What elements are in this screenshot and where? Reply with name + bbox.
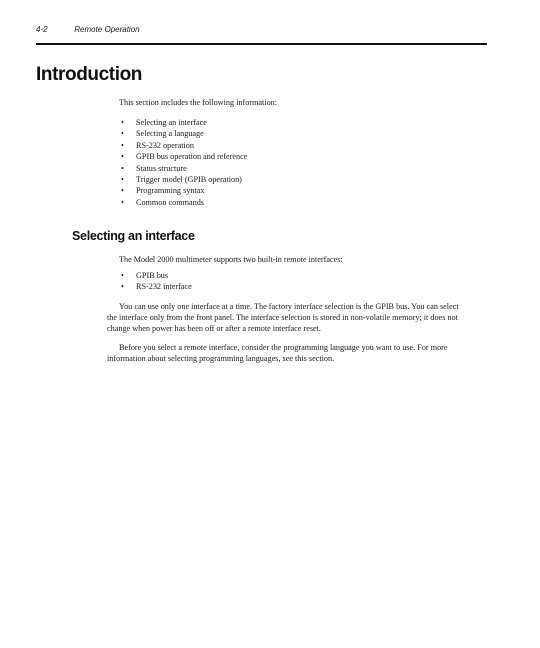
selecting-interface-lead-text: The Model 2000 multimeter supports two built-in remote interfaces:	[119, 255, 343, 264]
interface-list	[119, 270, 192, 293]
list-item: • RS-232 operation	[119, 140, 247, 151]
page-number: 4-2	[36, 25, 48, 34]
introduction-heading: Introduction	[36, 64, 143, 85]
programming-language-paragraph: Before you select a remote interface, consider the programming language you want to use. For more information about selecting programming languages, see this section.	[107, 343, 448, 363]
selecting-interface-heading: Selecting an interface	[72, 229, 195, 243]
list-item: • GPIB bus	[119, 270, 192, 281]
list-item: • Common commands	[119, 197, 247, 208]
list-item: • RS-232 interface	[119, 281, 192, 292]
introduction-topic-list	[119, 117, 247, 208]
interface-selection-paragraph: You can use only one interface at a time. The factory interface selection is the GPIB bus. You can select the interface only from the front panel. The interface selection is stored in non-volatile memory; it does not change when power has been off or after a remote interface reset.	[107, 302, 459, 333]
header-rule	[36, 43, 487, 45]
list-item: • Programming syntax	[119, 185, 247, 196]
introduction-lead-text: This section includes the following information:	[119, 98, 278, 107]
list-item: • Status structure	[119, 163, 247, 174]
page-header	[36, 25, 486, 34]
list-item: • GPIB bus operation and reference	[119, 151, 247, 162]
list-item: • Selecting an interface	[119, 117, 247, 128]
list-item: • Trigger model (GPIB operation)	[119, 174, 247, 185]
running-section-title: Remote Operation	[74, 25, 140, 34]
list-item: • Selecting a language	[119, 128, 247, 139]
